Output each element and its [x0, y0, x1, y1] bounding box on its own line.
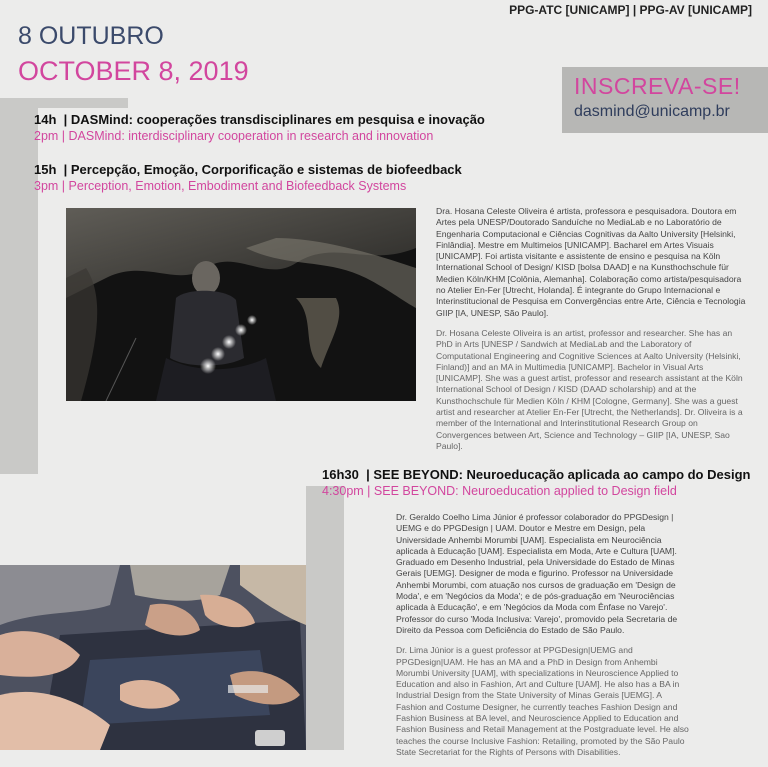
session-3-heading-pt: SEE BEYOND: Neuroeducação aplicada ao campo do Design — [373, 467, 751, 482]
session-1-time-en: 2pm — [34, 129, 59, 143]
session-2-time-en: 3pm — [34, 179, 59, 193]
session-2 — [34, 162, 462, 193]
session-1-heading-pt: DASMind: cooperações transdisciplinares em pesquisa e inovação — [70, 112, 485, 127]
signup-box[interactable] — [562, 67, 768, 133]
signup-email-link[interactable]: dasmind@unicamp.br — [574, 103, 730, 120]
session-2-time-pt: 15h — [34, 162, 57, 177]
date-portuguese: 8 OUTUBRO — [18, 22, 164, 50]
session-3-title-en: 4:30pm | SEE BEYOND: Neuroeducation applied to Design field — [322, 484, 677, 498]
session-2-title-pt: 15h | Percepção, Emoção, Corporificação e sistemas de biofeedback — [34, 162, 462, 177]
session-1-title-pt: 14h | DASMind: cooperações transdisciplinares em pesquisa e inovação — [34, 112, 485, 127]
session-3-time-en: 4:30pm — [322, 484, 364, 498]
session-3 — [322, 467, 750, 498]
session-1-heading-en: DASMind: interdisciplinary cooperation in research and innovation — [68, 129, 434, 143]
bio-lima — [396, 512, 692, 767]
hands-workshop-photo — [0, 565, 306, 750]
session-3-time-pt: 16h30 — [322, 467, 359, 482]
bio-oliveira-en: Dr. Hosana Celeste Oliveira is an artist, professor and researcher. She has an PhD in Arts [UNESP / Sandwich at MediaLab and the Laboratory of Computational Engineering and Cognitive Sciences at Aalto University (Helsinki, Finland)] and an MA in Multimedia [UNICAMP]. Bachelor in Visual Arts [UNICAMP]. She was a guest artist, professor and research assistant at the Köln International School of Design / KISD (DAAD scholarship) and at the Kunsthochschule für Medien Köln / KHM [Cologne, Germany]. She was a guest artist and researcher at Atelier En-Fer [Utrecht, the Netherlands]. Dr. Oliveira is a member of the International and Interinstitutional Research Group on Convergences between Art, Science and Technology – GIIP [IA, UNESP, Sao Paulo]. — [436, 327, 743, 451]
session-3-heading-en: SEE BEYOND: Neuroeducation applied to Design field — [373, 484, 677, 498]
hands-illustration — [0, 565, 306, 750]
session-2-title-en: 3pm | Perception, Emotion, Embodiment and Biofeedback Systems — [34, 179, 407, 193]
bio-lima-en: Dr. Lima Júnior is a guest professor at PPGDesign|UEMG and PPGDesign|UAM. He has an MA and a PhD in Design from Anhembi Morumbi University [UAM], with specializations in Neuroscience Applied to Education and also in Fashion, Art and Culture [UAM]. He also has a BA in Industrial Design from the State University of Minas Gerais [UEMG]. A Fashion and Costume Designer, he currently teaches Fashion Design and Fashion Business at BA level, and Neuroscience Applied to Education and Fashion Business and Retail Management at the Postgraduate level. He also teaches the course Inclusive Fashion: Retailing, promoted by the São Paulo State Secretariat for the Rights of Persons with Disabilities. — [396, 645, 689, 757]
session-2-heading-en: Perception, Emotion, Embodiment and Biofeedback Systems — [68, 179, 407, 193]
bio-lima-pt: Dr. Geraldo Coelho Lima Júnior é professor colaborador do PPGDesign | UEMG e do PPGDesign | UAM. Doutor e Mestre em Design, pela Universidade Anhembi Morumbi [UAM]. Especialista em Neurociência aplicada à Educação [UAM]. Especialista em Moda, Arte e Cultura [UAM]. Graduado em Desenho Industrial, pela Universidade do Estado de Minas Gerais [UEMG]. Designer de moda e figurino. Professor na Universidade Anhembi Morumbi, com atuação nos cursos de graduação em 'Design de Moda', e em 'Negócios da Moda'; e de pós-graduação em 'Neurociências aplicada à Educação', e em 'Negócios da Moda com Ênfase no Varejo'. Professor do curso 'Moda Inclusiva: Varejo', promovido pela Secretaria de Direito da Pessoa com Deficiência do Estado de São Paulo. — [396, 512, 678, 635]
bio-oliveira-pt: Dra. Hosana Celeste Oliveira é artista, professora e pesquisadora. Doutora em Artes pela UNESP/Doutorado Sanduíche no MediaLab e no Laboratório de Engenharia Computacional e Ciências Cognitivas da Aalto University [Helsinki, Finlândia]. Mestre em Multimeios [UNICAMP]. Bacharel em Artes Visuais [UNICAMP]. Foi artista visitante e assistente de ensino e pesquisa na Köln International School of Design/ KISD [bolsa DAAD] e na Kunsthochschule für Medien Köln/KHM [Colônia, Alemanha]. Colaboração como artista/pesquisadora no Atelier En-Fer [Utrecht, Holanda]. É integrante do Grupo Internacional e Interinstitucional de Pesquisa em Convergências entre Arte, Ciência e Tecnologia GIIP [IA, UNESP, São Paulo]. — [436, 206, 746, 318]
session-1 — [34, 112, 485, 143]
decorative-panel-left — [0, 98, 38, 474]
organizers-label: PPG-ATC [UNICAMP] | PPG-AV [UNICAMP] — [509, 3, 752, 17]
date-english: OCTOBER 8, 2019 — [18, 56, 249, 86]
session-1-time-pt: 14h — [34, 112, 57, 127]
performance-illustration — [66, 208, 416, 401]
decorative-panel-top — [38, 98, 128, 108]
signup-label: INSCREVA-SE! — [574, 73, 741, 99]
session-1-title-en: 2pm | DASMind: interdisciplinary cooperation in research and innovation — [34, 129, 434, 143]
decorative-panel-middle — [306, 486, 344, 750]
session-3-title-pt: 16h30 | SEE BEYOND: Neuroeducação aplicada ao campo do Design — [322, 467, 751, 482]
session-2-heading-pt: Percepção, Emoção, Corporificação e sistemas de biofeedback — [70, 162, 462, 177]
performance-photo — [66, 208, 416, 401]
bio-oliveira — [436, 206, 746, 461]
